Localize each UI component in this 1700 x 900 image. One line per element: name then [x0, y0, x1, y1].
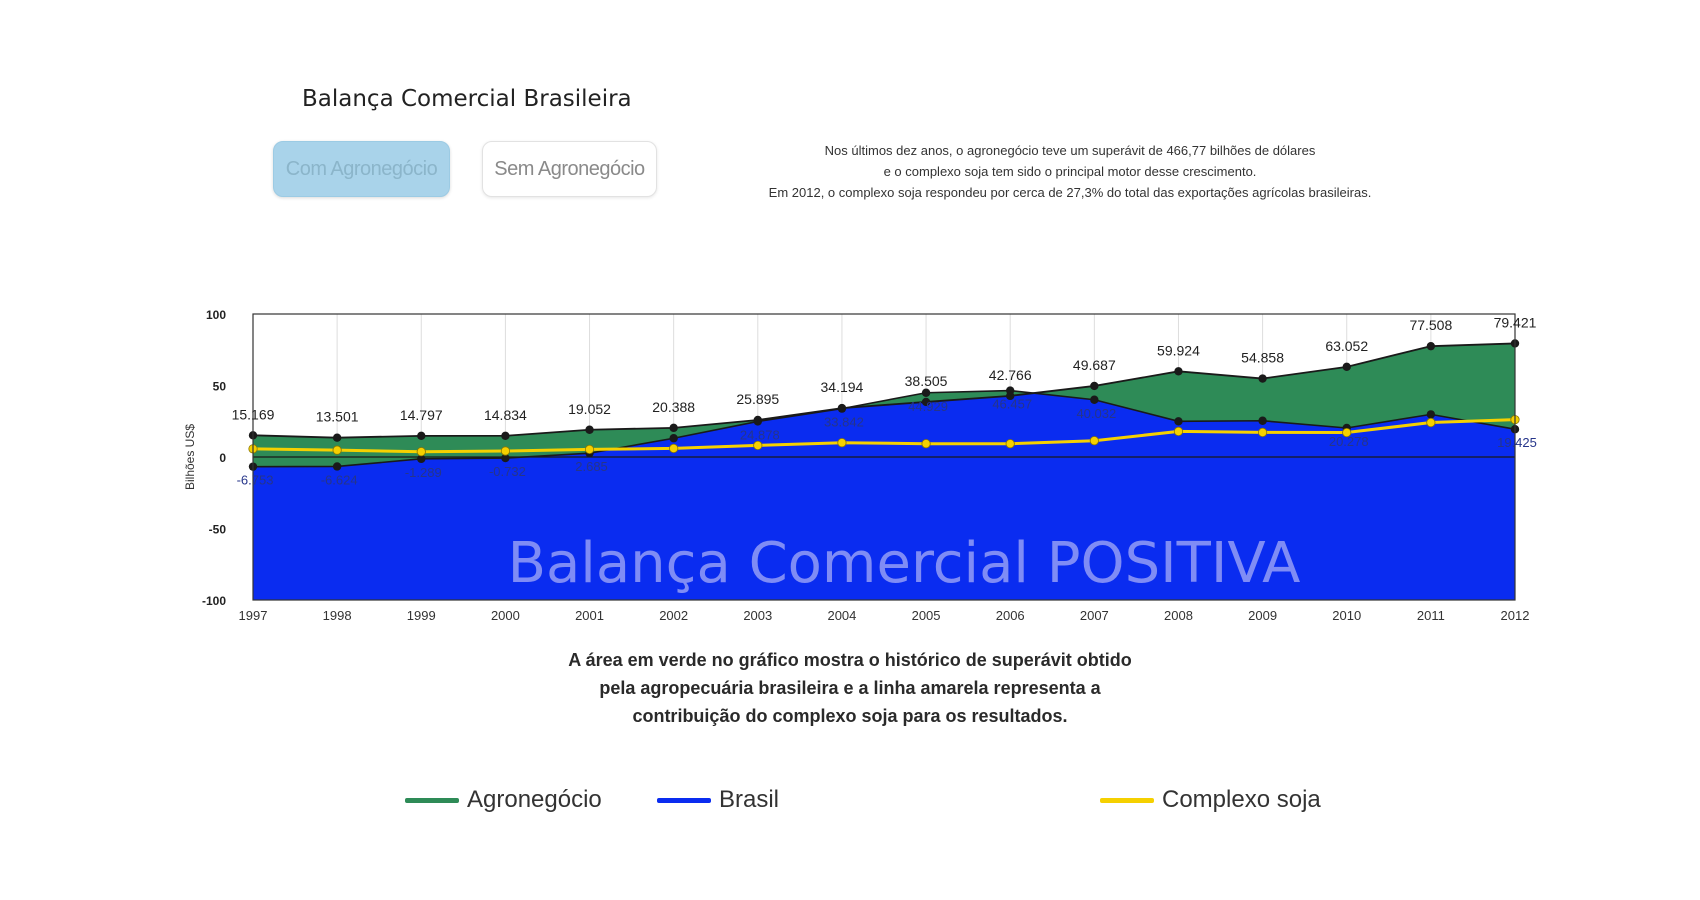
brasil-data-label: 33.842 [824, 414, 864, 430]
agronegocio-point [1427, 342, 1435, 350]
brasil-point [333, 462, 341, 470]
y-tick-label: -50 [208, 522, 226, 537]
page-title: Balança Comercial Brasileira [302, 86, 632, 112]
brasil-data-label: 19.425 [1497, 435, 1537, 451]
legend-swatch-agronegocio [405, 798, 459, 803]
sem-agronegocio-button[interactable]: Sem Agronegócio [482, 141, 657, 197]
agronegocio-point [838, 404, 846, 412]
x-tick-label: 2005 [911, 608, 941, 623]
agronegocio-data-label: 14.797 [399, 406, 443, 423]
brasil-data-label: -1.289 [404, 464, 442, 480]
agronegocio-point [669, 424, 677, 432]
legend-swatch-complexo-soja [1100, 798, 1154, 803]
agronegocio-data-label: 38.505 [904, 372, 948, 389]
x-tick-label: 2001 [575, 608, 604, 623]
x-tick-label: 2009 [1248, 608, 1278, 623]
x-tick-label: 2003 [743, 608, 773, 623]
info-note-line: Em 2012, o complexo soja respondeu por cerca de 27,3% do total das exportações agrícolas brasileiras. [768, 185, 1372, 200]
complexo-soja-point [1174, 427, 1182, 435]
agronegocio-point [1174, 367, 1182, 375]
caption-line: contribuição do complexo soja para os resultados. [632, 706, 1068, 726]
legend-label-complexo-soja: Complexo soja [1162, 786, 1321, 813]
chart-caption [500, 646, 1200, 730]
complexo-soja-point [754, 441, 762, 449]
complexo-soja-point [922, 440, 930, 448]
brasil-data-label: 40.032 [1076, 405, 1117, 421]
complexo-soja-point [1090, 436, 1098, 444]
agronegocio-point [333, 433, 341, 441]
legend-label-brasil: Brasil [719, 786, 780, 813]
info-note-line: e o complexo soja tem sido o principal motor desse crescimento. [883, 164, 1257, 179]
legend-label-agronegocio: Agronegócio [467, 786, 602, 813]
legend-item-agronegocio [405, 786, 602, 814]
brasil-data-label: -6.753 [236, 472, 274, 488]
y-tick-label: 50 [212, 379, 226, 394]
complexo-soja-point [417, 448, 425, 456]
agronegocio-data-label: 34.194 [820, 379, 864, 396]
complexo-soja-point [1006, 440, 1014, 448]
agronegocio-data-label: 20.388 [652, 398, 696, 415]
agronegocio-data-label: 49.687 [1072, 356, 1116, 373]
agronegocio-data-label: 54.858 [1241, 349, 1285, 366]
brasil-data-label: 44.929 [908, 398, 948, 414]
agronegocio-point [501, 432, 509, 440]
agronegocio-data-label: 15.169 [231, 406, 275, 423]
brasil-data-label: -6.624 [320, 472, 358, 488]
x-tick-label: 2002 [659, 608, 689, 623]
agronegocio-data-label: 59.924 [1157, 342, 1200, 359]
y-tick-label: -100 [201, 594, 226, 608]
agronegocio-point [417, 432, 425, 440]
brasil-data-label: 24.878 [739, 427, 780, 443]
caption-line: pela agropecuária brasileira e a linha amarela representa a [599, 678, 1101, 698]
legend-swatch-brasil [657, 798, 711, 803]
y-tick-label: 0 [219, 451, 226, 465]
x-tick-label: 1997 [238, 608, 268, 623]
com-agronegocio-button[interactable]: Com Agronegócio [273, 141, 450, 197]
brasil-data-label: -0.732 [488, 464, 526, 480]
brasil-point [669, 434, 677, 442]
x-tick-label: 2006 [995, 608, 1025, 623]
complexo-soja-point [1427, 418, 1435, 426]
agronegocio-data-label: 42.766 [988, 366, 1032, 383]
agronegocio-point [1258, 374, 1266, 382]
y-axis-label: Bilhões US$ [183, 423, 197, 491]
agronegocio-data-label: 79.421 [1493, 314, 1537, 331]
x-tick-label: 2004 [827, 608, 857, 623]
agronegocio-data-label: 13.501 [315, 408, 359, 425]
info-note-line: Nos últimos dez anos, o agronegócio teve um superávit de 466,77 bilhões de dólares [824, 143, 1316, 158]
agronegocio-point [585, 426, 593, 434]
legend-item-brasil [657, 786, 779, 814]
agronegocio-point [754, 416, 762, 424]
agronegocio-data-label: 14.834 [483, 406, 527, 423]
agronegocio-point [1090, 382, 1098, 390]
watermark-text: Balança Comercial POSITIVA [507, 531, 1301, 596]
x-tick-label: 1999 [406, 608, 436, 623]
x-tick-label: 2010 [1332, 608, 1362, 623]
x-tick-label: 2012 [1500, 608, 1530, 623]
agronegocio-data-label: 63.052 [1325, 337, 1369, 354]
x-tick-label: 2011 [1416, 608, 1445, 623]
agronegocio-data-label: 19.052 [568, 400, 611, 417]
brasil-data-label: 2.685 [575, 459, 608, 475]
x-tick-label: 2008 [1164, 608, 1193, 623]
complexo-soja-point [333, 446, 341, 454]
complexo-soja-point [669, 444, 677, 452]
x-tick-label: 1998 [322, 608, 352, 623]
brasil-point [1090, 396, 1098, 404]
complexo-soja-point [501, 447, 509, 455]
brasil-point [922, 389, 930, 397]
complexo-soja-point [585, 445, 593, 453]
agronegocio-point [1343, 363, 1351, 371]
x-tick-label: 2007 [1079, 608, 1109, 623]
agronegocio-data-label: 25.895 [736, 390, 780, 407]
brasil-point [1427, 410, 1435, 418]
complexo-soja-point [838, 439, 846, 447]
legend-item-complexo-soja [1100, 786, 1321, 814]
brasil-point [1174, 417, 1182, 425]
x-tick-label: 2000 [490, 608, 520, 623]
brasil-data-label: 20.278 [1328, 434, 1369, 450]
brasil-point [1258, 417, 1266, 425]
caption-line: A área em verde no gráfico mostra o histórico de superávit obtido [568, 650, 1132, 670]
brasil-data-label: 46.457 [992, 396, 1033, 412]
agronegocio-data-label: 77.508 [1409, 317, 1453, 334]
complexo-soja-point [1258, 428, 1266, 436]
y-tick-label: 100 [205, 308, 226, 322]
